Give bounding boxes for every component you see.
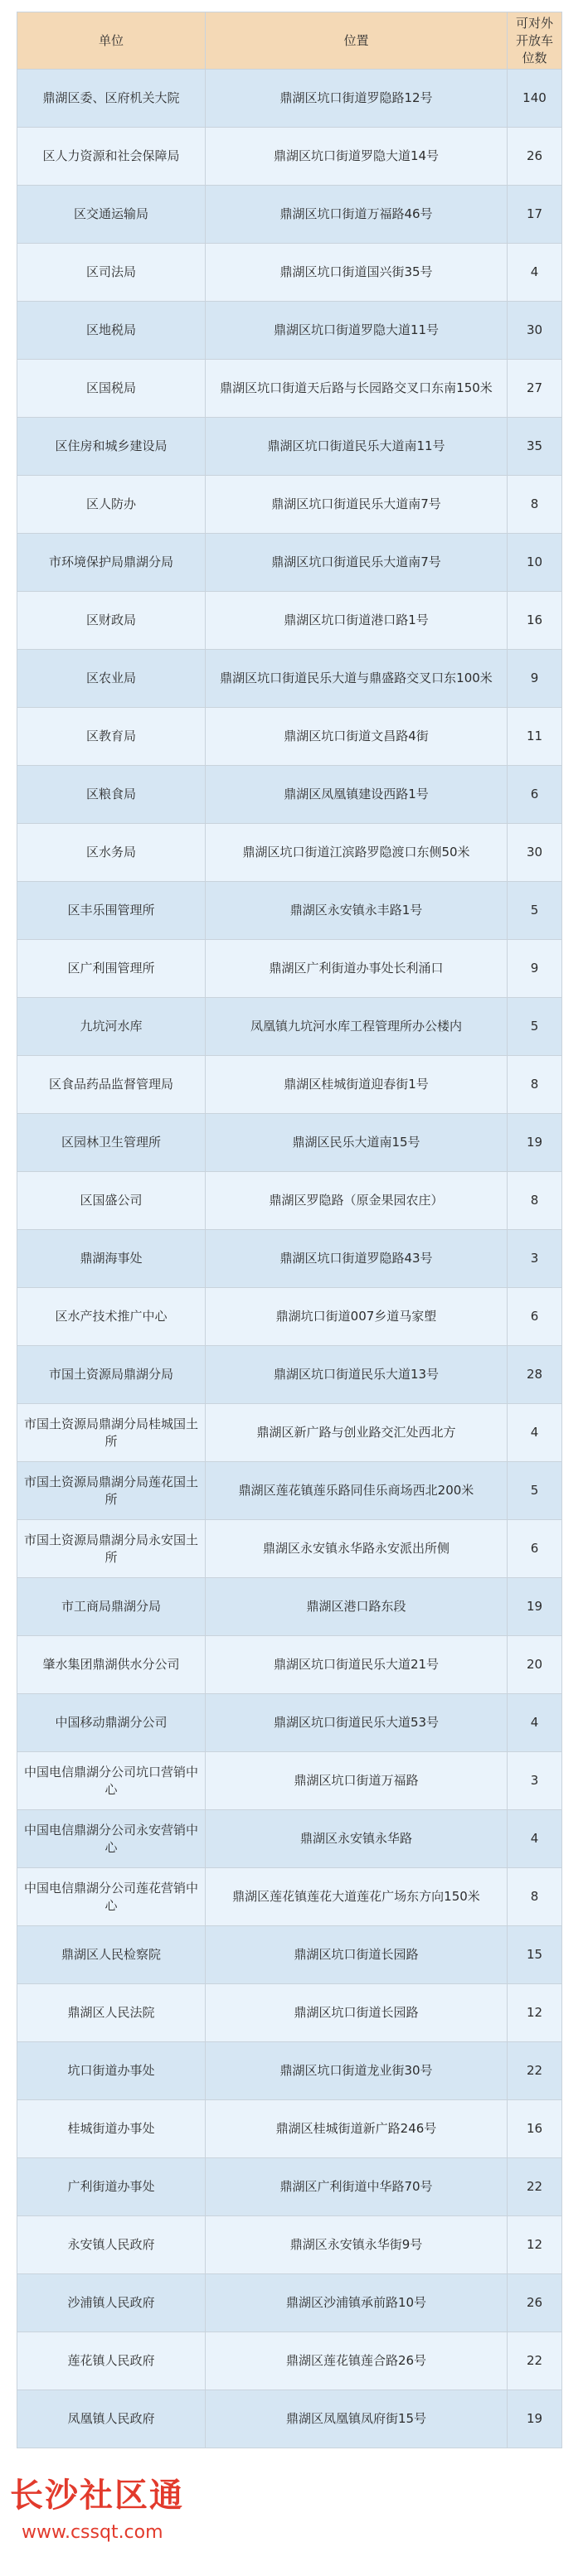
cell-spaces: 22 [508, 2332, 562, 2390]
cell-unit: 区国税局 [17, 360, 206, 418]
cell-spaces: 12 [508, 1984, 562, 2042]
cell-unit: 鼎湖区委、区府机关大院 [17, 70, 206, 128]
cell-spaces: 4 [508, 244, 562, 302]
cell-location: 鼎湖区坑口街道民乐大道53号 [206, 1694, 508, 1752]
cell-unit: 区水务局 [17, 824, 206, 882]
table-row [17, 1984, 562, 2042]
cell-spaces: 5 [508, 1462, 562, 1520]
table-row [17, 940, 562, 998]
table-row [17, 708, 562, 766]
cell-unit: 区司法局 [17, 244, 206, 302]
cell-spaces: 8 [508, 1172, 562, 1230]
cell-location: 鼎湖区永安镇永华路 [206, 1810, 508, 1868]
cell-unit: 区园林卫生管理所 [17, 1114, 206, 1172]
cell-unit: 市环境保护局鼎湖分局 [17, 534, 206, 592]
table-row [17, 1810, 562, 1868]
cell-location: 鼎湖区坑口街道民乐大道13号 [206, 1346, 508, 1404]
cell-unit: 中国移动鼎湖分公司 [17, 1694, 206, 1752]
cell-spaces: 5 [508, 882, 562, 940]
table-row [17, 70, 562, 128]
cell-location: 鼎湖区桂城街道迎春街1号 [206, 1056, 508, 1114]
table-row [17, 998, 562, 1056]
table-row [17, 1578, 562, 1636]
cell-spaces: 8 [508, 1868, 562, 1926]
cell-location: 鼎湖区坑口街道万福路 [206, 1752, 508, 1810]
cell-location: 鼎湖区坑口街道龙业街30号 [206, 2042, 508, 2100]
cell-location: 鼎湖区广利街道办事处长利涌口 [206, 940, 508, 998]
table-row [17, 534, 562, 592]
cell-spaces: 8 [508, 476, 562, 534]
table-row [17, 128, 562, 186]
cell-unit: 凤凰镇人民政府 [17, 2390, 206, 2448]
cell-location: 鼎湖区坑口街道罗隐路43号 [206, 1230, 508, 1288]
table-row [17, 882, 562, 940]
table-row [17, 1520, 562, 1578]
cell-unit: 区交通运输局 [17, 186, 206, 244]
cell-unit: 市国土资源局鼎湖分局永安国土所 [17, 1520, 206, 1578]
table-row [17, 186, 562, 244]
cell-unit: 九坑河水库 [17, 998, 206, 1056]
cell-unit: 沙浦镇人民政府 [17, 2274, 206, 2332]
table-row [17, 592, 562, 650]
table-row [17, 1346, 562, 1404]
cell-spaces: 4 [508, 1404, 562, 1462]
cell-spaces: 10 [508, 534, 562, 592]
cell-spaces: 16 [508, 592, 562, 650]
cell-unit: 桂城街道办事处 [17, 2100, 206, 2158]
cell-location: 鼎湖区坑口街道民乐大道南7号 [206, 534, 508, 592]
cell-location: 鼎湖区坑口街道长园路 [206, 1926, 508, 1984]
cell-spaces: 35 [508, 418, 562, 476]
cell-spaces: 19 [508, 1578, 562, 1636]
parking-table [17, 12, 562, 2448]
table-row [17, 1926, 562, 1984]
cell-spaces: 9 [508, 940, 562, 998]
cell-spaces: 6 [508, 1520, 562, 1578]
cell-spaces: 15 [508, 1926, 562, 1984]
table-row [17, 1172, 562, 1230]
cell-spaces: 19 [508, 1114, 562, 1172]
cell-unit: 区地税局 [17, 302, 206, 360]
cell-location: 鼎湖区坑口街道天后路与长园路交叉口东南150米 [206, 360, 508, 418]
cell-unit: 区丰乐围管理所 [17, 882, 206, 940]
watermark-url: www.cssqt.com [22, 2522, 163, 2543]
cell-unit: 区人力资源和社会保障局 [17, 128, 206, 186]
cell-spaces: 26 [508, 2274, 562, 2332]
table-row [17, 1636, 562, 1694]
watermark-logo-text: 长沙社区通 [10, 2477, 184, 2515]
cell-location: 鼎湖区永安镇永华路永安派出所侧 [206, 1520, 508, 1578]
cell-unit: 区住房和城乡建设局 [17, 418, 206, 476]
cell-location: 鼎湖坑口街道007乡道马家塱 [206, 1288, 508, 1346]
cell-unit: 区农业局 [17, 650, 206, 708]
table-row [17, 2042, 562, 2100]
cell-unit: 广利街道办事处 [17, 2158, 206, 2216]
cell-spaces: 30 [508, 302, 562, 360]
cell-location: 鼎湖区坑口街道文昌路4街 [206, 708, 508, 766]
cell-unit: 市国土资源局鼎湖分局桂城国土所 [17, 1404, 206, 1462]
cell-location: 鼎湖区新广路与创业路交汇处西北方 [206, 1404, 508, 1462]
table-row [17, 1694, 562, 1752]
cell-unit: 市工商局鼎湖分局 [17, 1578, 206, 1636]
cell-unit: 中国电信鼎湖分公司永安营销中心 [17, 1810, 206, 1868]
cell-spaces: 4 [508, 1694, 562, 1752]
table-row [17, 1056, 562, 1114]
cell-spaces: 20 [508, 1636, 562, 1694]
cell-unit: 鼎湖海事处 [17, 1230, 206, 1288]
cell-unit: 莲花镇人民政府 [17, 2332, 206, 2390]
cell-spaces: 3 [508, 1752, 562, 1810]
cell-unit: 区广利围管理所 [17, 940, 206, 998]
cell-location: 鼎湖区桂城街道新广路246号 [206, 2100, 508, 2158]
table-row [17, 1752, 562, 1810]
table-row [17, 1230, 562, 1288]
cell-location: 鼎湖区坑口街道国兴街35号 [206, 244, 508, 302]
table-row [17, 2274, 562, 2332]
cell-unit: 区国盛公司 [17, 1172, 206, 1230]
table-row [17, 2390, 562, 2448]
cell-spaces: 12 [508, 2216, 562, 2274]
cell-unit: 区人防办 [17, 476, 206, 534]
cell-spaces: 3 [508, 1230, 562, 1288]
cell-unit: 鼎湖区人民法院 [17, 1984, 206, 2042]
cell-location: 鼎湖区永安镇永华街9号 [206, 2216, 508, 2274]
cell-location: 鼎湖区凤凰镇建设西路1号 [206, 766, 508, 824]
cell-spaces: 6 [508, 1288, 562, 1346]
cell-location: 鼎湖区坑口街道罗隐大道14号 [206, 128, 508, 186]
cell-spaces: 16 [508, 2100, 562, 2158]
table-row [17, 824, 562, 882]
table-row [17, 1288, 562, 1346]
header-unit: 单位 [17, 12, 206, 70]
cell-spaces: 17 [508, 186, 562, 244]
table-row [17, 650, 562, 708]
cell-location: 鼎湖区坑口街道港口路1号 [206, 592, 508, 650]
cell-location: 鼎湖区罗隐路（原金果园农庄） [206, 1172, 508, 1230]
cell-unit: 中国电信鼎湖分公司坑口营销中心 [17, 1752, 206, 1810]
parking-table-container [17, 12, 561, 2448]
cell-spaces: 4 [508, 1810, 562, 1868]
cell-location: 鼎湖区坑口街道民乐大道南11号 [206, 418, 508, 476]
cell-location: 鼎湖区莲花镇莲合路26号 [206, 2332, 508, 2390]
cell-location: 鼎湖区坑口街道长园路 [206, 1984, 508, 2042]
cell-unit: 市国土资源局鼎湖分局莲花国土所 [17, 1462, 206, 1520]
table-row [17, 244, 562, 302]
watermark-logo [10, 2476, 184, 2575]
cell-location: 鼎湖区民乐大道南15号 [206, 1114, 508, 1172]
cell-location: 鼎湖区坑口街道民乐大道21号 [206, 1636, 508, 1694]
table-row [17, 1114, 562, 1172]
cell-location: 鼎湖区坑口街道民乐大道与鼎盛路交叉口东100米 [206, 650, 508, 708]
cell-location: 鼎湖区港口路东段 [206, 1578, 508, 1636]
table-row [17, 476, 562, 534]
cell-spaces: 5 [508, 998, 562, 1056]
cell-unit: 中国电信鼎湖分公司莲花营销中心 [17, 1868, 206, 1926]
cell-location: 鼎湖区坑口街道江滨路罗隐渡口东侧50米 [206, 824, 508, 882]
table-row [17, 1404, 562, 1462]
cell-unit: 区财政局 [17, 592, 206, 650]
header-location: 位置 [206, 12, 508, 70]
table-row [17, 2216, 562, 2274]
cell-spaces: 30 [508, 824, 562, 882]
table-row [17, 766, 562, 824]
cell-location: 鼎湖区莲花镇莲花大道莲花广场东方向150米 [206, 1868, 508, 1926]
table-row [17, 302, 562, 360]
cell-unit: 肇水集团鼎湖供水分公司 [17, 1636, 206, 1694]
table-body [17, 70, 562, 2448]
table-row [17, 2100, 562, 2158]
cell-location: 鼎湖区坑口街道罗隐路12号 [206, 70, 508, 128]
cell-location: 鼎湖区莲花镇莲乐路同佳乐商场西北200米 [206, 1462, 508, 1520]
cell-unit: 永安镇人民政府 [17, 2216, 206, 2274]
header-spaces: 可对外开放车位数 [508, 12, 562, 70]
cell-unit: 区水产技术推广中心 [17, 1288, 206, 1346]
cell-unit: 区教育局 [17, 708, 206, 766]
cell-location: 鼎湖区坑口街道民乐大道南7号 [206, 476, 508, 534]
cell-location: 鼎湖区广利街道中华路70号 [206, 2158, 508, 2216]
cell-spaces: 19 [508, 2390, 562, 2448]
cell-location: 凤凰镇九坑河水库工程管理所办公楼内 [206, 998, 508, 1056]
cell-spaces: 22 [508, 2158, 562, 2216]
cell-location: 鼎湖区永安镇永丰路1号 [206, 882, 508, 940]
table-row [17, 2332, 562, 2390]
cell-location: 鼎湖区坑口街道万福路46号 [206, 186, 508, 244]
table-row [17, 360, 562, 418]
table-header-row [17, 12, 562, 70]
cell-spaces: 26 [508, 128, 562, 186]
cell-unit: 坑口街道办事处 [17, 2042, 206, 2100]
cell-unit: 鼎湖区人民检察院 [17, 1926, 206, 1984]
cell-unit: 区粮食局 [17, 766, 206, 824]
cell-spaces: 22 [508, 2042, 562, 2100]
cell-location: 鼎湖区沙浦镇承前路10号 [206, 2274, 508, 2332]
table-row [17, 418, 562, 476]
cell-location: 鼎湖区坑口街道罗隐大道11号 [206, 302, 508, 360]
cell-spaces: 8 [508, 1056, 562, 1114]
table-row [17, 1462, 562, 1520]
cell-unit: 区食品药品监督管理局 [17, 1056, 206, 1114]
cell-unit: 市国土资源局鼎湖分局 [17, 1346, 206, 1404]
cell-location: 鼎湖区凤凰镇凤府街15号 [206, 2390, 508, 2448]
cell-spaces: 27 [508, 360, 562, 418]
cell-spaces: 6 [508, 766, 562, 824]
cell-spaces: 140 [508, 70, 562, 128]
table-row [17, 2158, 562, 2216]
table-row [17, 1868, 562, 1926]
cell-spaces: 9 [508, 650, 562, 708]
cell-spaces: 11 [508, 708, 562, 766]
cell-spaces: 28 [508, 1346, 562, 1404]
